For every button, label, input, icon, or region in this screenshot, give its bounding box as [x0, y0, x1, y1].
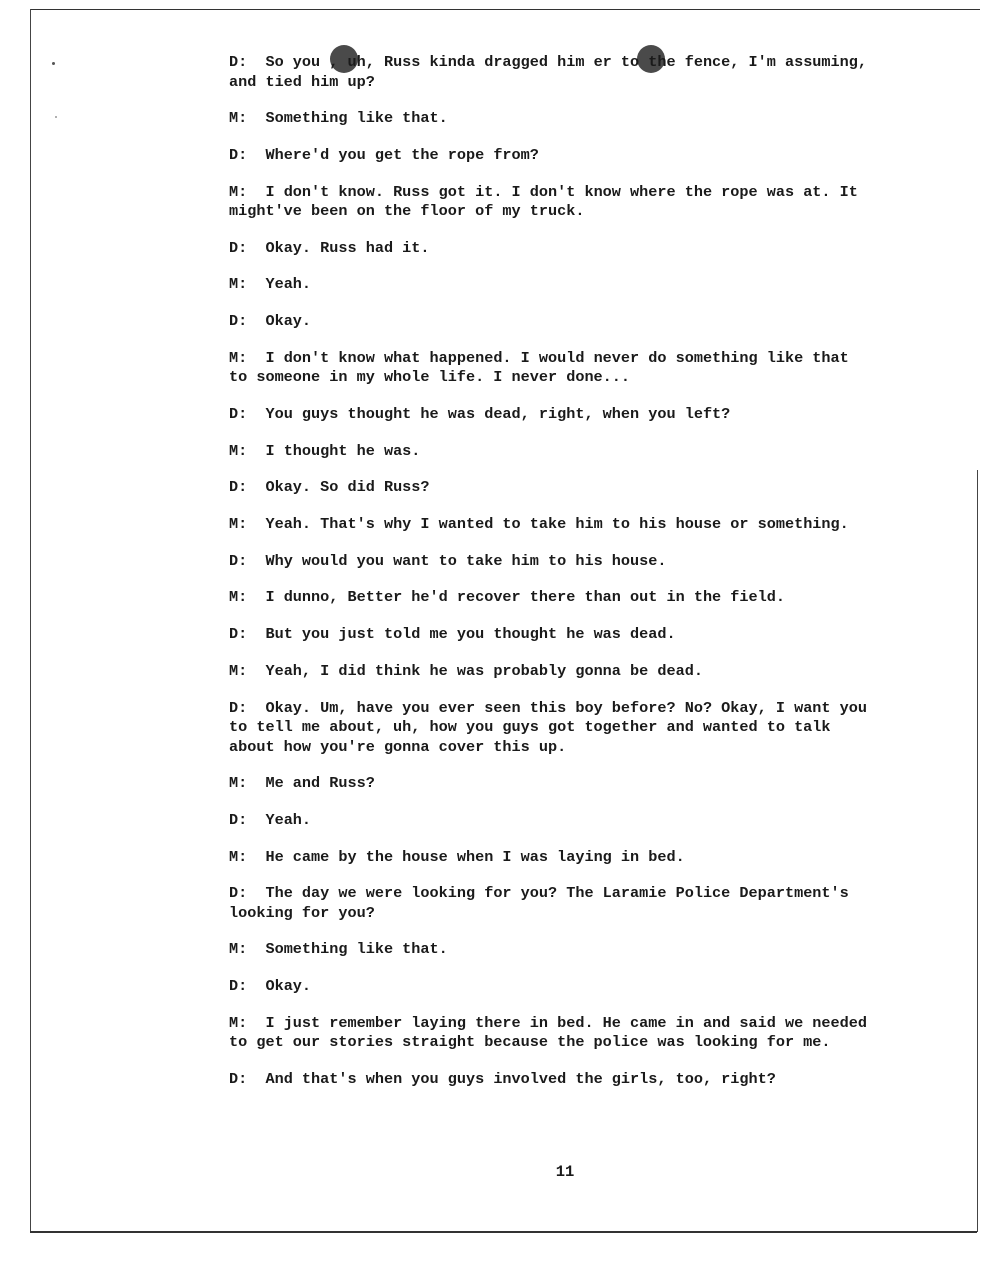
speaker-label: D :: [229, 478, 265, 496]
statement-text: Yeah, I did think he was probably gonna be dead.: [265, 661, 703, 680]
statement-text: I thought he was.: [265, 441, 421, 460]
speaker-label: M :: [229, 1014, 265, 1032]
speaker-label: M :: [229, 183, 265, 201]
transcript-entry: [229, 552, 869, 572]
speaker-label: M :: [229, 109, 265, 127]
transcript-entry: [229, 774, 869, 794]
statement-text: Okay.: [265, 977, 312, 996]
speaker-label: D :: [229, 405, 265, 423]
page-border-left: [30, 9, 31, 1231]
transcript-entry: [229, 625, 869, 645]
statement-text: Okay. Um, have you ever seen this boy before? No? Okay, I want you to tell me about, uh, how you guys got together and wanted to talk about how you're gonna cover this up.: [229, 698, 867, 756]
transcript-entry: [229, 977, 869, 997]
speaker-label: M :: [229, 515, 265, 533]
statement-text: So you , uh, Russ kinda dragged him er to the fence, I'm assuming, and tied him up?: [229, 53, 867, 91]
statement-text: I dunno, Better he'd recover there than out in the field.: [265, 588, 785, 607]
statement-text: Yeah.: [265, 810, 312, 829]
transcript-entry: [229, 588, 869, 608]
transcript-entry: [229, 811, 869, 831]
transcript-entry: [229, 442, 869, 462]
speaker-label: M :: [229, 275, 265, 293]
page-border-bottom: [30, 1231, 977, 1233]
speaker-label: M :: [229, 662, 265, 680]
statement-text: Yeah.: [265, 275, 312, 294]
statement-text: I just remember laying there in bed. He came in and said we needed to get our stories straight because the police was looking for me.: [229, 1013, 867, 1052]
speaker-label: D :: [229, 625, 265, 643]
speaker-label: M :: [229, 774, 265, 792]
transcript-entry: [229, 312, 869, 332]
speaker-label: D :: [229, 884, 265, 902]
statement-text: Me and Russ?: [265, 774, 375, 793]
page-border-right: [977, 470, 978, 1232]
transcript-entry: [229, 109, 869, 129]
transcript-entry: [229, 1070, 869, 1090]
speaker-label: D :: [229, 552, 265, 570]
statement-text: He came by the house when I was laying in bed.: [265, 847, 685, 866]
statement-text: Why would you want to take him to his house.: [265, 551, 667, 570]
speaker-label: D :: [229, 699, 265, 717]
speaker-label: M :: [229, 940, 265, 958]
statement-text: And that's when you guys involved the girls, too, right?: [265, 1070, 776, 1088]
transcript-entry: [229, 699, 869, 758]
speaker-label: M :: [229, 442, 265, 460]
transcript-entry: [229, 53, 869, 92]
transcript-entry: [229, 1014, 869, 1053]
statement-text: Where'd you get the rope from?: [265, 145, 539, 164]
transcript-entry: [229, 405, 869, 425]
transcript-entry: [229, 478, 869, 498]
speaker-label: D :: [229, 811, 265, 829]
statement-text: Okay. So did Russ?: [265, 478, 430, 497]
scan-speck: [52, 62, 55, 65]
speaker-label: D :: [229, 53, 265, 71]
speaker-label: D :: [229, 312, 265, 330]
transcript-entry: [229, 349, 869, 388]
speaker-label: D :: [229, 239, 265, 257]
statement-text: You guys thought he was dead, right, when you left?: [265, 405, 731, 423]
speaker-label: M :: [229, 848, 265, 866]
statement-text: Okay. Russ had it.: [265, 238, 430, 257]
interview-transcript: [229, 53, 869, 1107]
page-border-top: [30, 9, 980, 10]
transcript-entry: [229, 275, 869, 295]
statement-text: But you just told me you thought he was dead.: [265, 625, 676, 644]
statement-text: Yeah. That's why I wanted to take him to his house or something.: [265, 515, 849, 534]
speaker-label: D :: [229, 1070, 265, 1088]
statement-text: Something like that.: [265, 109, 448, 128]
transcript-entry: [229, 848, 869, 868]
speaker-label: M :: [229, 349, 265, 367]
statement-text: I don't know. Russ got it. I don't know where the rope was at. It might've been on the floor of my truck.: [229, 182, 858, 221]
speaker-label: D :: [229, 146, 265, 164]
speaker-label: D :: [229, 977, 265, 995]
statement-text: Something like that.: [265, 940, 448, 959]
transcript-entry: [229, 239, 869, 259]
transcript-entry: [229, 662, 869, 682]
transcript-entry: [229, 884, 869, 923]
speaker-label: M :: [229, 588, 265, 606]
transcript-entry: [229, 146, 869, 166]
transcript-entry: [229, 515, 869, 535]
scan-speck: [55, 116, 57, 118]
page-number: 11: [555, 1163, 575, 1181]
statement-text: The day we were looking for you? The Laramie Police Department's looking for you?: [229, 884, 849, 922]
transcript-entry: [229, 940, 869, 960]
statement-text: I don't know what happened. I would never do something like that to someone in my whole life. I never done...: [229, 348, 849, 387]
statement-text: Okay.: [265, 312, 312, 331]
transcript-entry: [229, 183, 869, 222]
